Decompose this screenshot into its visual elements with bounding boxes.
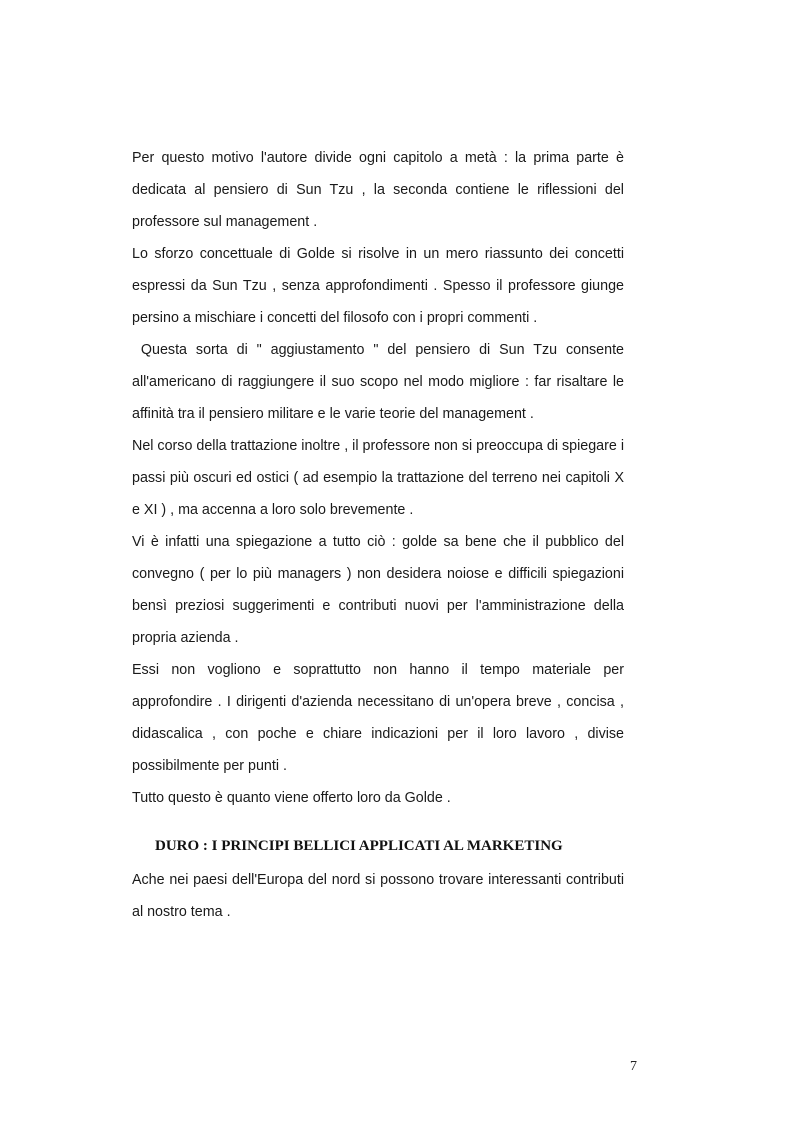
paragraph: Essi non vogliono e soprattutto non hanno il tempo materiale per approfondire . I dirigenti d'azienda necessitano di un'opera breve , concisa , didascalica , con poche e chiare indicazioni per il loro lavoro , divise possibilmente per punti .: [132, 662, 624, 774]
paragraph: Questa sorta di " aggiustamento " del pensiero di Sun Tzu consente all'americano di raggiungere il suo scopo nel modo migliore : far risaltare le affinità tra il pensiero militare e le varie teorie del management .: [132, 342, 624, 422]
paragraph: Lo sforzo concettuale di Golde si risolve in un mero riassunto dei concetti espressi da Sun Tzu , senza approfondimenti . Spesso il professore giunge persino a mischiare i concetti del filosofo con i propri commenti .: [132, 246, 624, 326]
paragraph: Nel corso della trattazione inoltre , il professore non si preoccupa di spiegare i passi più oscuri ed ostici ( ad esempio la trattazione del terreno nei capitoli X e XI ) , ma accenna a loro solo brevemente .: [132, 438, 624, 518]
section-body-text: [132, 864, 624, 928]
paragraph: Per questo motivo l'autore divide ogni capitolo a metà : la prima parte è dedicata al pensiero di Sun Tzu , la seconda contiene le riflessioni del professore sul management .: [132, 150, 624, 230]
section-heading: DURO : I PRINCIPI BELLICI APPLICATI AL MARKETING: [155, 838, 563, 854]
paragraph: Ache nei paesi dell'Europa del nord si possono trovare interessanti contributi al nostro tema .: [132, 872, 624, 920]
body-text: [132, 142, 624, 814]
page-number: 7: [630, 1059, 637, 1074]
paragraph: Vi è infatti una spiegazione a tutto ciò : golde sa bene che il pubblico del convegno ( per lo più managers ) non desidera noiose e difficili spiegazioni bensì preziosi suggerimenti e contributi nuovi per l'amministrazione della propria azienda .: [132, 534, 624, 646]
paragraph: Tutto questo è quanto viene offerto loro da Golde .: [132, 790, 451, 806]
